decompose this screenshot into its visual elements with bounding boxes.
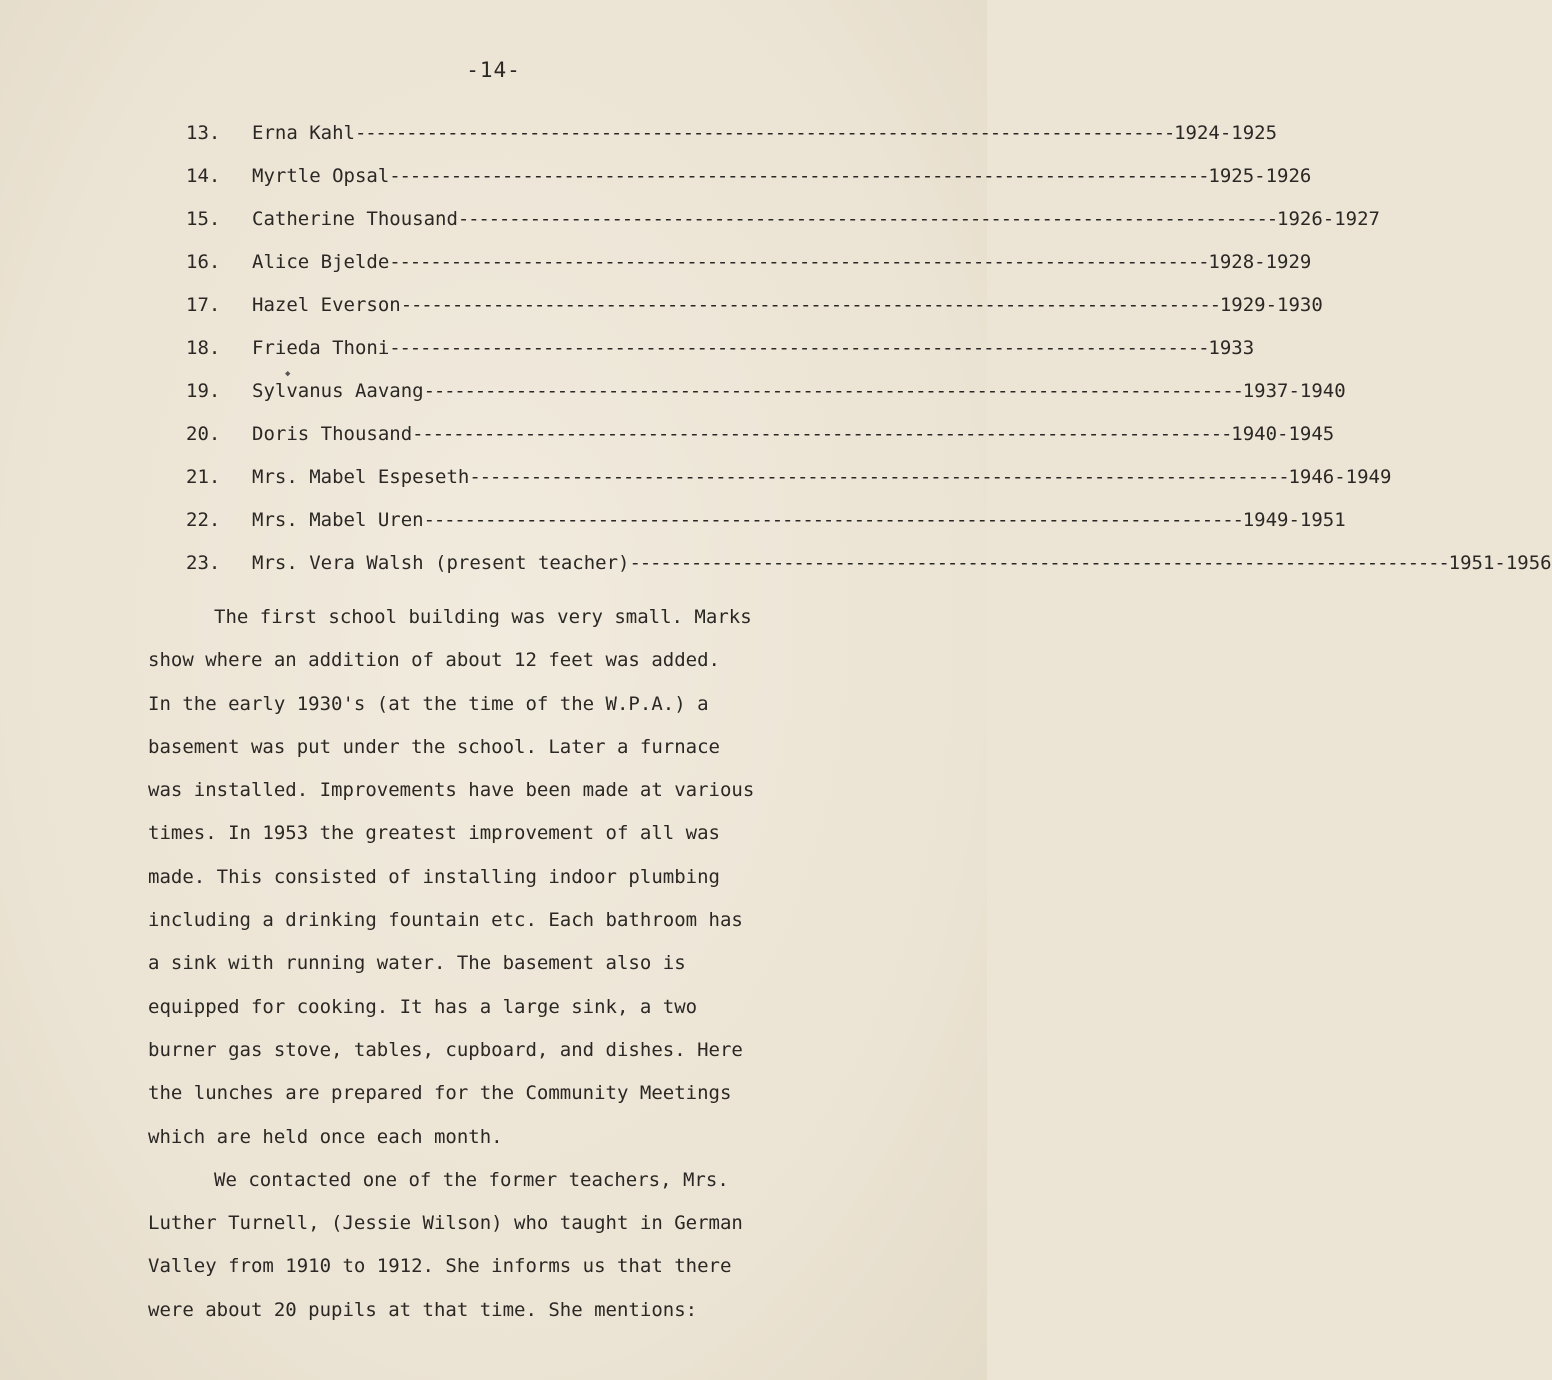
teacher-years: 1951-1956: [1448, 552, 1552, 574]
text-line: which are held once each month.: [148, 1125, 503, 1148]
teacher-number: 16.: [186, 251, 221, 273]
teacher-years: 1925-1926: [1208, 165, 1312, 187]
teacher-years: 1937-1940: [1242, 380, 1346, 402]
teacher-years: 1929-1930: [1219, 294, 1323, 316]
teacher-number: 13.: [186, 122, 221, 144]
teacher-number: 17.: [186, 294, 221, 316]
leader-dashes: --------------------------------------------------------------------------------: [354, 122, 1175, 144]
teacher-number: 21.: [186, 466, 221, 488]
text-line: The first school building was very small. Marks: [214, 606, 752, 628]
leader-dashes: --------------------------------------------------------------------------------: [423, 380, 1243, 402]
teacher-years: 1946-1949: [1288, 466, 1392, 488]
teacher-years: 1928-1929: [1208, 251, 1312, 273]
teacher-name: Sylvanus Aavang: [252, 380, 424, 402]
teacher-row: [186, 552, 1552, 595]
teacher-years: 1924-1925: [1174, 122, 1278, 144]
paragraph: [148, 596, 878, 1159]
teacher-name: Mrs. Vera Walsh (present teacher): [252, 552, 630, 574]
teacher-row: [186, 165, 1312, 208]
text-line: In the early 1930's (at the time of the W.P.A.) a: [148, 692, 709, 715]
teacher-years: 1949-1951: [1242, 509, 1346, 531]
text-line: Valley from 1910 to 1912. She informs us that there: [148, 1255, 732, 1278]
teacher-name: Alice Bjelde: [252, 251, 390, 273]
text-line: times. In 1953 the greatest improvement of all was: [148, 822, 720, 845]
text-line: were about 20 pupils at that time. She mentions:: [148, 1298, 698, 1321]
leader-dashes: --------------------------------------------------------------------------------: [400, 294, 1220, 316]
text-line: the lunches are prepared for the Community Meetings: [148, 1082, 732, 1105]
teacher-row: [186, 208, 1380, 251]
text-line: including a drinking fountain etc. Each bathroom has: [148, 909, 743, 932]
teacher-name: Mrs. Mabel Espeseth: [252, 466, 470, 488]
leader-dashes: --------------------------------------------------------------------------------: [389, 251, 1209, 273]
teacher-years: 1926-1927: [1277, 208, 1380, 230]
ink-mark: ◆: [285, 369, 291, 379]
leader-dashes: --------------------------------------------------------------------------------: [412, 423, 1232, 445]
teacher-list: [186, 122, 1552, 595]
text-line: show where an addition of about 12 feet was added.: [148, 649, 720, 672]
teacher-name: Frieda Thoni: [252, 337, 390, 359]
leader-dashes: --------------------------------------------------------------------------------: [423, 509, 1243, 531]
teacher-number: 22.: [186, 509, 221, 531]
text-line: was installed. Improvements have been made at various: [148, 779, 755, 802]
teacher-row: [186, 380, 1346, 423]
text-line: basement was put under the school. Later a furnace: [148, 735, 720, 758]
leader-dashes: --------------------------------------------------------------------------------: [389, 165, 1209, 187]
teacher-row: [186, 251, 1312, 294]
leader-dashes: --------------------------------------------------------------------------------: [469, 466, 1289, 488]
body-text: [148, 596, 878, 1332]
teacher-number: 15.: [186, 208, 221, 230]
teacher-row: [186, 423, 1335, 466]
text-line: a sink with running water. The basement also is: [148, 952, 686, 975]
teacher-name: Hazel Everson: [252, 294, 401, 316]
text-line: burner gas stove, tables, cupboard, and dishes. Here: [148, 1038, 743, 1061]
teacher-row: [186, 337, 1255, 380]
page-number: -14-: [466, 58, 521, 82]
teacher-row: [186, 294, 1323, 337]
text-line: Luther Turnell, (Jessie Wilson) who taught in German: [148, 1212, 743, 1235]
teacher-number: 18.: [186, 337, 221, 359]
teacher-name: Mrs. Mabel Uren: [252, 509, 424, 531]
teacher-name: Catherine Thousand: [252, 208, 458, 230]
teacher-years: 1933: [1208, 337, 1255, 359]
text-line: We contacted one of the former teachers, Mrs.: [214, 1168, 729, 1191]
text-line: equipped for cooking. It has a large sink, a two: [148, 995, 698, 1018]
teacher-row: [186, 509, 1346, 552]
teacher-row: [186, 466, 1392, 509]
teacher-name: Doris Thousand: [252, 423, 413, 445]
teacher-years: 1940-1945: [1231, 423, 1335, 445]
text-line: made. This consisted of installing indoor plumbing: [148, 865, 720, 888]
leader-dashes: --------------------------------------------------------------------------------: [457, 208, 1278, 230]
teacher-name: Erna Kahl: [252, 122, 355, 144]
teacher-row: [186, 122, 1278, 165]
teacher-number: 19.: [186, 380, 221, 402]
teacher-number: 20.: [186, 423, 221, 445]
teacher-number: 14.: [186, 165, 221, 187]
teacher-name: Myrtle Opsal: [252, 165, 390, 187]
leader-dashes: --------------------------------------------------------------------------------: [629, 552, 1449, 574]
teacher-number: 23.: [186, 552, 221, 574]
leader-dashes: --------------------------------------------------------------------------------: [389, 337, 1209, 359]
paragraph: [148, 1159, 878, 1332]
